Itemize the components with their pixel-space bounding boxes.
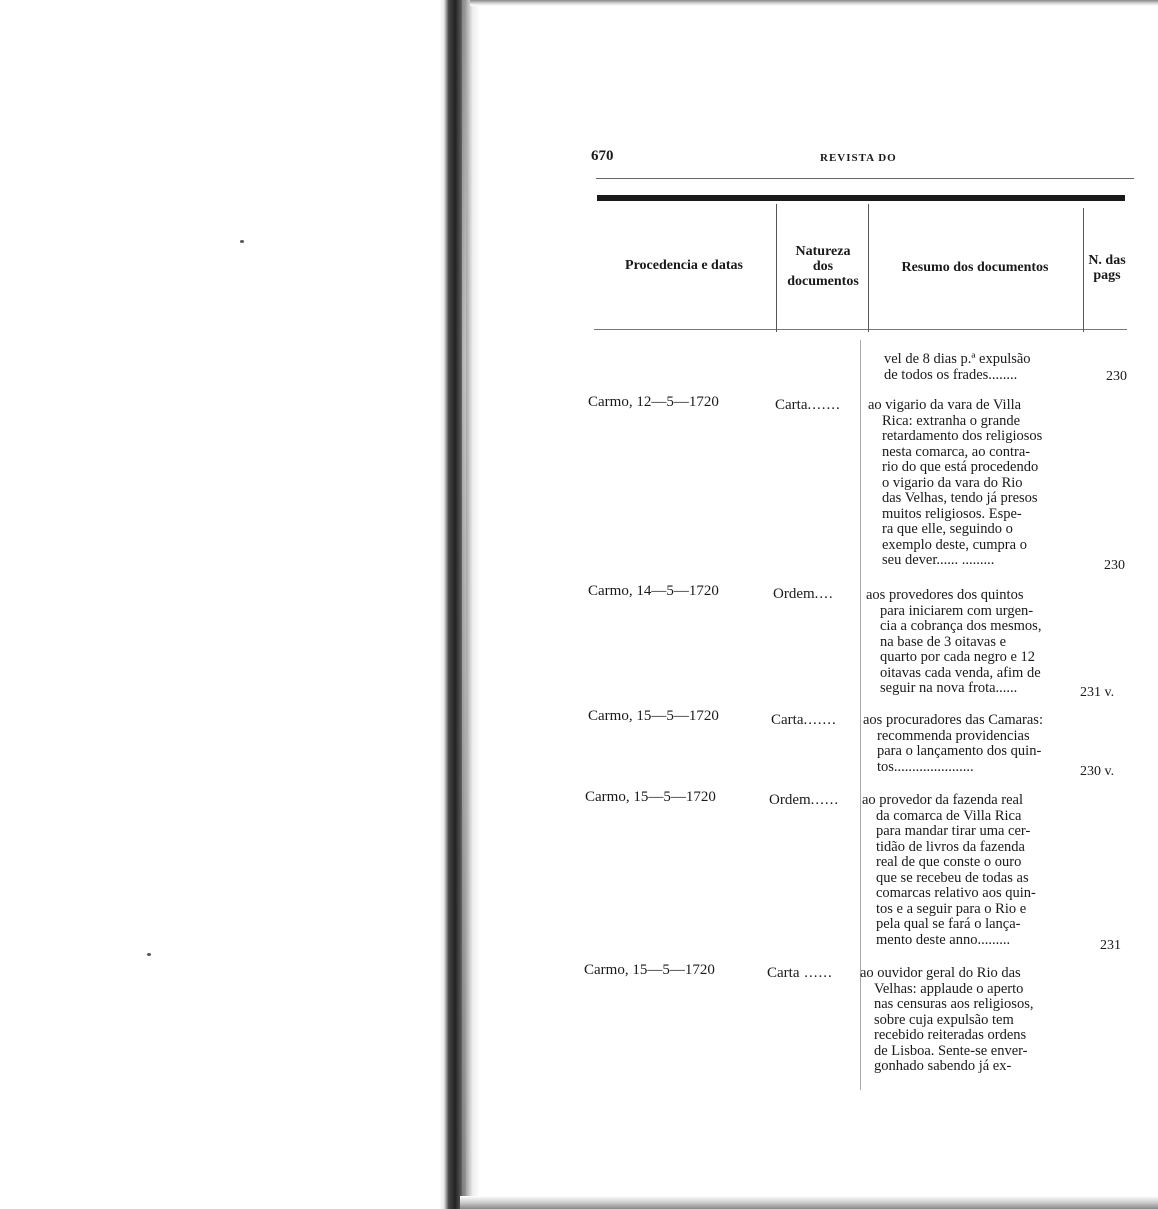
- entry-date: Carmo, 15—5—1720: [585, 789, 716, 805]
- column-divider-2: [868, 204, 869, 332]
- entry-nature-label: Carta: [775, 397, 808, 413]
- entry-pages: 230: [1106, 369, 1127, 384]
- header-thin-rule: [596, 178, 1134, 179]
- summary-line: tos......................: [877, 759, 974, 775]
- summary-line: para mandar tirar uma cer-: [876, 824, 1031, 839]
- summary-line: seguir na nova frota......: [880, 681, 1018, 696]
- entry-nature-label: Carta: [767, 965, 800, 981]
- entry-summary: [860, 966, 1074, 1075]
- summary-line: pela qual se fará o lança-: [876, 917, 1021, 932]
- summary-line: ra que elle, seguindo o: [882, 522, 1013, 537]
- summary-line: que se recebeu de todas as: [876, 870, 1029, 886]
- summary-line: das Velhas, tendo já presos: [882, 491, 1038, 506]
- entry-nature-label: Carta: [771, 712, 804, 728]
- summary-line: tidão de livros da fazenda: [876, 839, 1025, 855]
- summary-line: ao provedor da fazenda real: [862, 793, 1024, 808]
- book-spine: [440, 0, 480, 1209]
- entry-nature-label: Ordem: [769, 792, 811, 808]
- entry-date: Carmo, 12—5—1720: [588, 394, 719, 410]
- summary-line: para iniciarem com urgen-: [880, 603, 1034, 619]
- summary-line: da comarca de Villa Rica: [876, 808, 1022, 824]
- scan-speck: [147, 953, 151, 956]
- summary-line: muitos religiosos. Espe-: [882, 506, 1022, 522]
- leader-dots: ......: [810, 792, 840, 808]
- summary-line: sobre cuja expulsão tem: [874, 1012, 1014, 1028]
- page-top-edge: [470, 0, 1158, 6]
- column-heading-nature-line: dos: [812, 259, 834, 274]
- entry-pages: 230 v.: [1080, 764, 1115, 779]
- entry-summary: [884, 352, 1084, 383]
- column-heading-nature-line: Natureza: [795, 244, 851, 259]
- summary-line: exemplo deste, cumpra o: [882, 537, 1027, 553]
- summary-line: para o lançamento dos quin-: [877, 744, 1042, 759]
- entry-pages: 231: [1100, 938, 1121, 953]
- entry-date: Carmo, 15—5—1720: [588, 708, 719, 724]
- summary-line: ao ouvidor geral do Rio das: [860, 966, 1021, 981]
- summary-line: rio do que está procedendo: [882, 460, 1039, 475]
- summary-line: cia a cobrança dos mesmos,: [880, 619, 1042, 634]
- leader-dots: .......: [803, 712, 837, 728]
- summary-line: nesta comarca, ao contra-: [882, 444, 1031, 460]
- summary-line: mento deste anno.........: [876, 932, 1011, 948]
- summary-line: comarcas relativo aos quin-: [876, 886, 1036, 901]
- header-thick-rule: [597, 195, 1125, 201]
- summary-line: gonhado sabendo já ex-: [874, 1059, 1012, 1074]
- entry-summary: [866, 588, 1080, 697]
- summary-line: tos e a seguir para o Rio e: [876, 901, 1027, 917]
- column-heading-nature-line: documentos: [787, 274, 859, 289]
- column-head-rule: [594, 329, 1127, 330]
- entry-nature: [769, 792, 839, 809]
- summary-line: retardamento dos religiosos: [882, 429, 1043, 444]
- column-heading-pages-line: pags: [1093, 268, 1121, 283]
- entry-summary: [863, 713, 1077, 775]
- entry-nature-label: Ordem: [773, 586, 815, 602]
- summary-line: de todos os frades........: [884, 367, 1018, 383]
- spine-highlight: [462, 0, 466, 1209]
- entry-nature: [773, 586, 834, 603]
- summary-line: o vigario da vara do Rio: [882, 475, 1023, 491]
- entry-nature: [775, 397, 841, 414]
- leader-dots: ......: [799, 965, 833, 981]
- column-heading-origin: Procedencia e datas: [625, 258, 743, 273]
- summary-line: Rica: extranha o grande: [882, 413, 1021, 429]
- summary-line: de Lisboa. Sente-se enver-: [874, 1043, 1028, 1059]
- entry-summary: [868, 398, 1082, 569]
- summary-line: oitavas cada venda, afim de: [880, 665, 1041, 681]
- page-bottom-edge: [460, 1196, 1158, 1209]
- entry-date: Carmo, 15—5—1720: [584, 962, 715, 978]
- summary-line: quarto por cada negro e 12: [880, 650, 1036, 665]
- entry-date: Carmo, 14—5—1720: [588, 583, 719, 599]
- summary-line: vel de 8 dias p.ª expulsão: [884, 352, 1031, 367]
- column-heading-summary: Resumo dos documentos: [901, 260, 1049, 275]
- scan-speck: [240, 240, 244, 243]
- summary-line: seu dever...... .........: [882, 553, 995, 568]
- summary-line: aos provedores dos quintos: [866, 588, 1024, 603]
- column-heading-pages: [1084, 253, 1130, 283]
- summary-line: na base de 3 oitavas e: [880, 634, 1007, 650]
- summary-line: recommenda providencias: [877, 728, 1030, 744]
- summary-line: nas censuras aos religiosos,: [874, 997, 1034, 1012]
- entry-pages: 231 v.: [1080, 685, 1115, 700]
- summary-line: aos procuradores das Camaras:: [863, 713, 1043, 728]
- summary-line: ao vigario da vara de Villa: [868, 398, 1022, 413]
- entry-nature: [767, 965, 833, 982]
- entry-nature: [771, 712, 837, 729]
- summary-line: recebido reiteradas ordens: [874, 1028, 1027, 1043]
- column-heading-pages-line: N. das: [1088, 253, 1126, 268]
- page-number: 670: [591, 148, 614, 164]
- column-heading-nature: [778, 244, 868, 289]
- entry-pages: 230: [1104, 558, 1125, 573]
- leader-dots: ....: [814, 586, 834, 602]
- leader-dots: .......: [807, 397, 841, 413]
- summary-line: Velhas: applaude o aperto: [874, 981, 1024, 997]
- entry-summary: [862, 793, 1076, 948]
- running-title: REVISTA DO: [820, 152, 897, 164]
- column-divider-1: [776, 204, 777, 332]
- summary-line: real de que conste o ouro: [876, 855, 1022, 870]
